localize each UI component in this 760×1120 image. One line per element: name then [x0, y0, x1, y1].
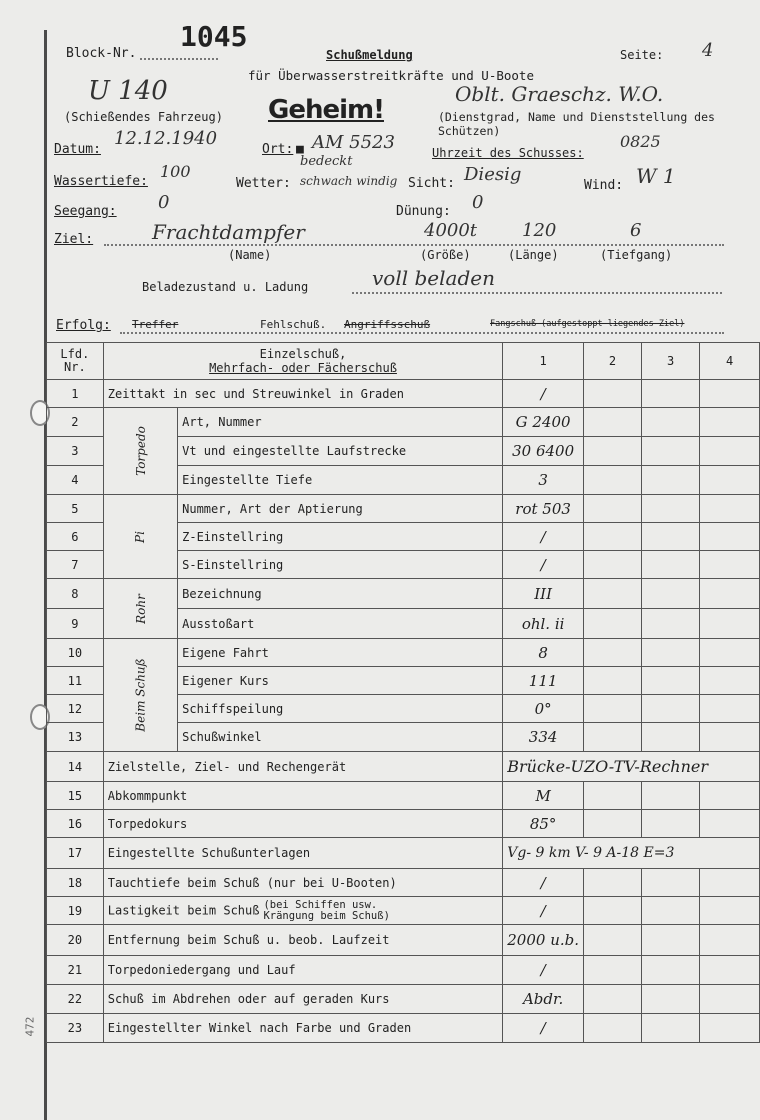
value-cell-3 — [642, 956, 700, 985]
row-number: 17 — [47, 838, 104, 869]
seite-value: 4 — [702, 40, 714, 61]
table-row — [47, 380, 760, 408]
value-cell-1: / — [503, 869, 584, 897]
row-label-text: Torpedokurs — [107, 816, 188, 831]
value-cell-3 — [642, 639, 700, 667]
shot-table — [46, 342, 760, 1043]
block-label: Block-Nr. — [66, 46, 137, 61]
ziel-laenge-label: (Länge) — [508, 248, 559, 262]
value-cell-3 — [642, 437, 700, 466]
value-cell-3 — [642, 609, 700, 639]
row-number: 19 — [47, 897, 104, 925]
value-cell-2 — [584, 985, 642, 1014]
group-label-beim — [103, 639, 177, 752]
value-cell-3 — [642, 523, 700, 551]
value-cell-1: / — [503, 956, 584, 985]
value-cell-3 — [642, 579, 700, 609]
value-cell-4 — [700, 985, 760, 1014]
wassertiefe-value: 100 — [160, 162, 191, 181]
value-cell-4 — [700, 695, 760, 723]
value-cell-3 — [642, 495, 700, 523]
value-cell-1: 8 — [503, 639, 584, 667]
row-label — [178, 723, 503, 752]
group-label-text: Pi — [133, 530, 148, 543]
value-cell-2 — [584, 523, 642, 551]
shooter-value: Oblt. Graeschz. W.O. — [455, 82, 664, 106]
row-number: 20 — [47, 925, 104, 956]
row-label — [103, 956, 503, 985]
row-number: 2 — [47, 408, 104, 437]
ziel-name-label: (Name) — [228, 248, 272, 262]
value-cell-1: rot 503 — [503, 495, 584, 523]
table-row — [47, 956, 760, 985]
row-label — [178, 695, 503, 723]
table-row — [47, 579, 760, 609]
row-label — [103, 985, 503, 1014]
value-cell-3 — [642, 667, 700, 695]
value-cell-1: III — [503, 579, 584, 609]
value-cell-3 — [642, 551, 700, 579]
value-cell-2 — [584, 723, 642, 752]
col-nr-header: Lfd. Nr. — [47, 343, 104, 380]
value-cell-4 — [700, 810, 760, 838]
row-label-text: Eigener Kurs — [182, 673, 269, 688]
row-label — [103, 925, 503, 956]
table-row — [47, 925, 760, 956]
value-cell-2 — [584, 437, 642, 466]
value-cell-1: 111 — [503, 667, 584, 695]
ziel-groesse: 4000t — [424, 220, 478, 241]
table-row — [47, 752, 760, 782]
value-cell-4 — [700, 551, 760, 579]
erfolg-fang: Fangschuß (aufgestoppt liegendes Ziel) — [490, 319, 685, 329]
col-title-header — [103, 343, 503, 380]
row-label-text: Torpedoniedergang und Lauf — [107, 963, 296, 977]
ziel-label: Ziel: — [54, 232, 94, 247]
table-row — [47, 897, 760, 925]
value-cell-1: 30 6400 — [503, 437, 584, 466]
row-number: 8 — [47, 579, 104, 609]
value-cell-2 — [584, 956, 642, 985]
row-label — [103, 869, 503, 897]
ziel-groesse-label: (Größe) — [420, 248, 471, 262]
row-label-text: Eingestellte Schußunterlagen — [107, 846, 311, 860]
col-2-header: 2 — [584, 343, 642, 380]
row-label — [103, 897, 503, 925]
wetter-value-top: bedeckt — [300, 154, 353, 169]
ort-box: ■ — [296, 142, 304, 157]
value-cell-4 — [700, 639, 760, 667]
value-cell-2 — [584, 408, 642, 437]
sicht-value: Diesig — [464, 164, 522, 185]
value-cell-2 — [584, 782, 642, 810]
value-cell-3 — [642, 782, 700, 810]
row-label — [103, 380, 503, 408]
erfolg-angriff: Angriffsschuß — [344, 318, 431, 331]
value-cell-1: / — [503, 380, 584, 408]
value-cell-4 — [700, 609, 760, 639]
row-label-text: Zielstelle, Ziel- und Rechengerät — [107, 759, 347, 774]
group-label-text: Rohr — [133, 593, 148, 624]
col-4-header: 4 — [700, 343, 760, 380]
row-number: 13 — [47, 723, 104, 752]
row-label — [103, 1014, 503, 1043]
erfolg-fehlschuss: Fehlschuß. — [260, 318, 327, 331]
dotted-line — [104, 244, 724, 246]
row-number: 6 — [47, 523, 104, 551]
value-cell-2 — [584, 579, 642, 609]
row-label-text: Schuß im Abdrehen oder auf geraden Kurs — [107, 992, 390, 1006]
value-cell-4 — [700, 956, 760, 985]
value-cell-1: 2000 u.b. — [503, 925, 584, 956]
beladezustand-label: Beladezustand u. Ladung — [142, 280, 309, 294]
row-number: 21 — [47, 956, 104, 985]
value-cell-4 — [700, 925, 760, 956]
wetter-value: schwach windig — [300, 174, 398, 188]
value-cell-2 — [584, 695, 642, 723]
value-cell-1: / — [503, 551, 584, 579]
row-number: 3 — [47, 437, 104, 466]
value-cell-4 — [700, 869, 760, 897]
row-label-text: S-Einstellring — [182, 557, 284, 572]
row-label-text: Bezeichnung — [182, 586, 262, 601]
table-row — [47, 495, 760, 523]
value-cell-2 — [584, 551, 642, 579]
value-cell-3 — [642, 408, 700, 437]
value-cell-3 — [642, 810, 700, 838]
row-note: (bei Schiffen usw. Krängung beim Schuß) — [263, 898, 390, 922]
value-cell-1: 3 — [503, 466, 584, 495]
row-label — [103, 752, 503, 782]
row-label — [178, 639, 503, 667]
uhrzeit-label: Uhrzeit des Schusses: — [432, 146, 584, 160]
row-label-text: Art, Nummer — [182, 415, 262, 429]
table-row — [47, 985, 760, 1014]
value-cell-3 — [642, 695, 700, 723]
row-label-text: Zeittakt in sec und Streuwinkel in Graden — [107, 386, 404, 401]
ziel-tiefgang-label: (Tiefgang) — [600, 248, 673, 262]
value-cell-1: Brücke-UZO-TV-Rechner — [503, 752, 760, 782]
value-cell-4 — [700, 897, 760, 925]
row-label — [103, 838, 503, 869]
value-cell-3 — [642, 1014, 700, 1043]
value-cell-4 — [700, 466, 760, 495]
row-number: 18 — [47, 869, 104, 897]
row-label-text: Ausstoßart — [182, 616, 255, 631]
value-cell-1: M — [503, 782, 584, 810]
wind-value: W 1 — [636, 164, 676, 188]
value-cell-4 — [700, 495, 760, 523]
row-number: 4 — [47, 466, 104, 495]
row-label-text: Tauchtiefe beim Schuß (nur bei U-Booten) — [107, 875, 397, 890]
row-number: 23 — [47, 1014, 104, 1043]
datum-label: Datum: — [54, 142, 101, 157]
value-cell-3 — [642, 897, 700, 925]
value-cell-1: Vg- 9 km V- 9 A-18 E=3 — [503, 838, 760, 869]
col-title-line2: Mehrfach- oder Fächerschuß — [209, 361, 397, 375]
value-cell-1: ohl. ii — [503, 609, 584, 639]
value-cell-4 — [700, 380, 760, 408]
value-cell-2 — [584, 810, 642, 838]
row-label-text: Eigene Fahrt — [182, 645, 269, 660]
erfolg-treffer: Treffer — [132, 318, 179, 331]
value-cell-4 — [700, 723, 760, 752]
row-label-text: Abkommpunkt — [107, 788, 188, 803]
row-label-text: Lastigkeit beim Schuß — [107, 903, 260, 917]
row-label — [178, 437, 503, 466]
value-cell-2 — [584, 925, 642, 956]
row-label — [103, 810, 503, 838]
row-number: 11 — [47, 667, 104, 695]
value-cell-1: / — [503, 897, 584, 925]
value-cell-3 — [642, 380, 700, 408]
duenung-label: Dünung: — [396, 204, 451, 219]
table-row — [47, 639, 760, 667]
row-label-text: Vt und eingestellte Laufstrecke — [182, 444, 407, 458]
col-3-header: 3 — [642, 343, 700, 380]
row-number: 22 — [47, 985, 104, 1014]
table-row — [47, 810, 760, 838]
dotted-line — [120, 332, 724, 334]
shooter-label: (Dienstgrad, Name und Dienststellung des Schützen) — [438, 110, 715, 138]
seite-label: Seite: — [620, 48, 664, 62]
value-cell-2 — [584, 667, 642, 695]
row-label — [178, 667, 503, 695]
row-label — [178, 551, 503, 579]
row-number: 15 — [47, 782, 104, 810]
vessel-value: U 140 — [88, 76, 168, 106]
row-number: 16 — [47, 810, 104, 838]
value-cell-2 — [584, 1014, 642, 1043]
wetter-label: Wetter: — [236, 176, 291, 191]
value-cell-4 — [700, 782, 760, 810]
row-label-text: Entfernung beim Schuß u. beob. Laufzeit — [107, 933, 390, 947]
uhrzeit-value: 0825 — [620, 132, 661, 151]
row-label — [178, 609, 503, 639]
table-row — [47, 408, 760, 437]
col-1-header: 1 — [503, 343, 584, 380]
table-row — [47, 869, 760, 897]
row-label — [103, 782, 503, 810]
group-label-rohr — [103, 579, 177, 639]
value-cell-3 — [642, 925, 700, 956]
value-cell-4 — [700, 579, 760, 609]
row-label-text: Schußwinkel — [182, 730, 262, 744]
ziel-name: Frachtdampfer — [152, 220, 305, 244]
row-label — [178, 523, 503, 551]
ort-label: Ort: — [262, 142, 294, 157]
row-label-text: Nummer, Art der Aptierung — [182, 501, 363, 516]
value-cell-4 — [700, 667, 760, 695]
value-cell-1: 334 — [503, 723, 584, 752]
wind-label: Wind: — [584, 178, 624, 193]
duenung-value: 0 — [472, 192, 484, 213]
row-number: 14 — [47, 752, 104, 782]
value-cell-2 — [584, 897, 642, 925]
value-cell-1: / — [503, 1014, 584, 1043]
value-cell-2 — [584, 495, 642, 523]
form-subtitle: für Überwasserstreitkräfte und U-Boote — [248, 68, 534, 83]
group-label-text: Torpedo — [133, 426, 148, 476]
value-cell-1: Abdr. — [503, 985, 584, 1014]
value-cell-3 — [642, 466, 700, 495]
col-title-line1: Einzelschuß, — [259, 347, 347, 361]
wassertiefe-label: Wassertiefe: — [54, 174, 148, 189]
seegang-label: Seegang: — [54, 204, 117, 219]
value-cell-4 — [700, 523, 760, 551]
vessel-label: (Schießendes Fahrzeug) — [64, 110, 223, 124]
row-number: 10 — [47, 639, 104, 667]
erfolg-label: Erfolg: — [56, 318, 111, 333]
row-label — [178, 408, 503, 437]
dotted-line — [140, 58, 218, 60]
value-cell-1: 85° — [503, 810, 584, 838]
value-cell-2 — [584, 869, 642, 897]
value-cell-3 — [642, 723, 700, 752]
row-label-text: Z-Einstellring — [182, 529, 284, 544]
value-cell-1: / — [503, 523, 584, 551]
row-label-text: Eingestellte Tiefe — [182, 473, 313, 487]
value-cell-1: 0° — [503, 695, 584, 723]
group-label-torpedo — [103, 408, 177, 495]
seegang-value: 0 — [158, 192, 170, 213]
ziel-tiefgang: 6 — [630, 220, 642, 241]
value-cell-2 — [584, 609, 642, 639]
row-label-text: Eingestellter Winkel nach Farbe und Graden — [107, 1021, 412, 1035]
row-label — [178, 579, 503, 609]
secret-stamp: Geheim! — [268, 95, 384, 125]
sicht-label: Sicht: — [408, 176, 455, 191]
row-label — [178, 466, 503, 495]
table-row — [47, 782, 760, 810]
form-title: Schußmeldung — [326, 48, 413, 62]
row-label-text: Schiffspeilung — [182, 701, 284, 716]
dotted-line — [352, 292, 722, 294]
value-cell-2 — [584, 639, 642, 667]
group-label-pi — [103, 495, 177, 579]
block-number: 1045 — [180, 20, 248, 53]
table-row — [47, 1014, 760, 1043]
table-row — [47, 838, 760, 869]
row-label — [178, 495, 503, 523]
value-cell-4 — [700, 1014, 760, 1043]
value-cell-3 — [642, 985, 700, 1014]
ziel-laenge: 120 — [522, 220, 557, 241]
table-header-row — [47, 343, 760, 380]
value-cell-4 — [700, 437, 760, 466]
row-number: 7 — [47, 551, 104, 579]
row-number: 9 — [47, 609, 104, 639]
row-number: 5 — [47, 495, 104, 523]
margin-note: 472 — [23, 1016, 37, 1037]
row-number: 12 — [47, 695, 104, 723]
value-cell-2 — [584, 466, 642, 495]
value-cell-4 — [700, 408, 760, 437]
value-cell-2 — [584, 380, 642, 408]
value-cell-1: G 2400 — [503, 408, 584, 437]
beladezustand-value: voll beladen — [372, 266, 495, 290]
row-number: 1 — [47, 380, 104, 408]
group-label-text: Beim Schuß — [133, 658, 148, 732]
value-cell-3 — [642, 869, 700, 897]
datum-value: 12.12.1940 — [114, 128, 218, 149]
ort-value: AM 5523 — [312, 132, 395, 153]
